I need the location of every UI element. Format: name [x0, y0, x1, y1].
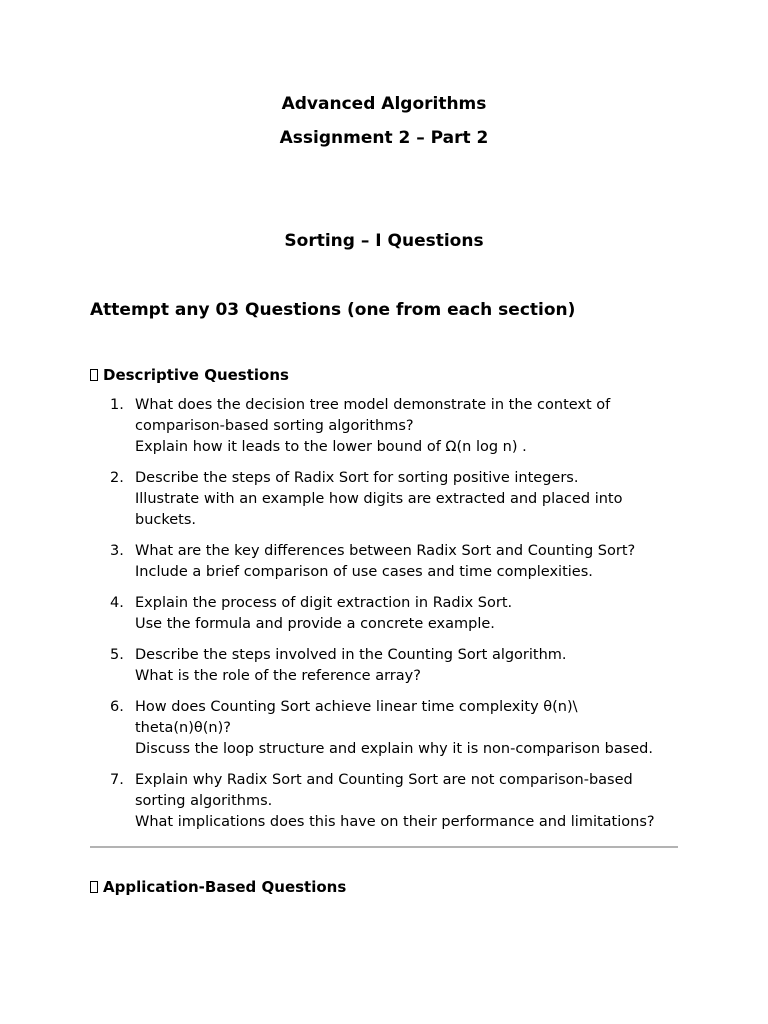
descriptive-question-list [110, 395, 710, 843]
question-number: 4. [110, 595, 124, 611]
section-divider [90, 846, 678, 848]
question-line: Use the formula and provide a concrete example. [135, 616, 495, 632]
box-icon [90, 369, 98, 381]
question-line: Explain how it leads to the lower bound of Ω(n log n) . [135, 439, 527, 455]
section-heading-descriptive [90, 365, 289, 385]
question-line: theta(n)θ(n)? [135, 720, 231, 736]
question-text [135, 697, 710, 760]
instruction-text: Attempt any 03 Questions (one from each section) [90, 300, 576, 320]
question-line: What implications does this have on their performance and limitations? [135, 814, 655, 830]
question-line: Describe the steps involved in the Counting Sort algorithm. [135, 647, 567, 663]
question-text [135, 770, 710, 833]
question-number: 3. [110, 543, 124, 559]
question-number: 7. [110, 772, 124, 788]
question-line: sorting algorithms. [135, 793, 273, 809]
question-line: comparison-based sorting algorithms? [135, 418, 414, 434]
question-number: 2. [110, 470, 124, 486]
question-line: Describe the steps of Radix Sort for sorting positive integers. [135, 470, 579, 486]
question-line: Explain why Radix Sort and Counting Sort are not comparison-based [135, 772, 633, 788]
question-number: 5. [110, 647, 124, 663]
section-heading-label: Application-Based Questions [103, 878, 347, 896]
question-line: Explain the process of digit extraction in Radix Sort. [135, 595, 513, 611]
question-line: Illustrate with an example how digits are extracted and placed into [135, 491, 623, 507]
question-line: What does the decision tree model demonstrate in the context of [135, 397, 611, 413]
question-line: What are the key differences between Radix Sort and Counting Sort? [135, 543, 636, 559]
question-line: Include a brief comparison of use cases and time complexities. [135, 564, 593, 580]
question-item [110, 395, 710, 458]
question-text [135, 541, 710, 583]
question-text [135, 395, 710, 458]
question-item [110, 697, 710, 760]
question-line: buckets. [135, 512, 197, 528]
question-item [110, 645, 710, 687]
question-item [110, 468, 710, 531]
question-item [110, 593, 710, 635]
question-number: 6. [110, 699, 124, 715]
question-text [135, 468, 710, 531]
question-line: Discuss the loop structure and explain why it is non-comparison based. [135, 741, 653, 757]
question-item [110, 541, 710, 583]
question-number: 1. [110, 397, 124, 413]
question-text [135, 645, 710, 687]
section-heading-application [90, 877, 346, 897]
box-icon [90, 881, 98, 893]
section-heading-label: Descriptive Questions [103, 366, 289, 384]
question-item [110, 770, 710, 833]
question-text [135, 593, 710, 635]
assignment-title: Assignment 2 – Part 2 [279, 128, 489, 148]
question-line: What is the role of the reference array? [135, 668, 421, 684]
question-line: How does Counting Sort achieve linear time complexity θ(n)\ [135, 699, 578, 715]
topic-title: Sorting – I Questions [284, 231, 484, 251]
course-title: Advanced Algorithms [281, 94, 487, 114]
